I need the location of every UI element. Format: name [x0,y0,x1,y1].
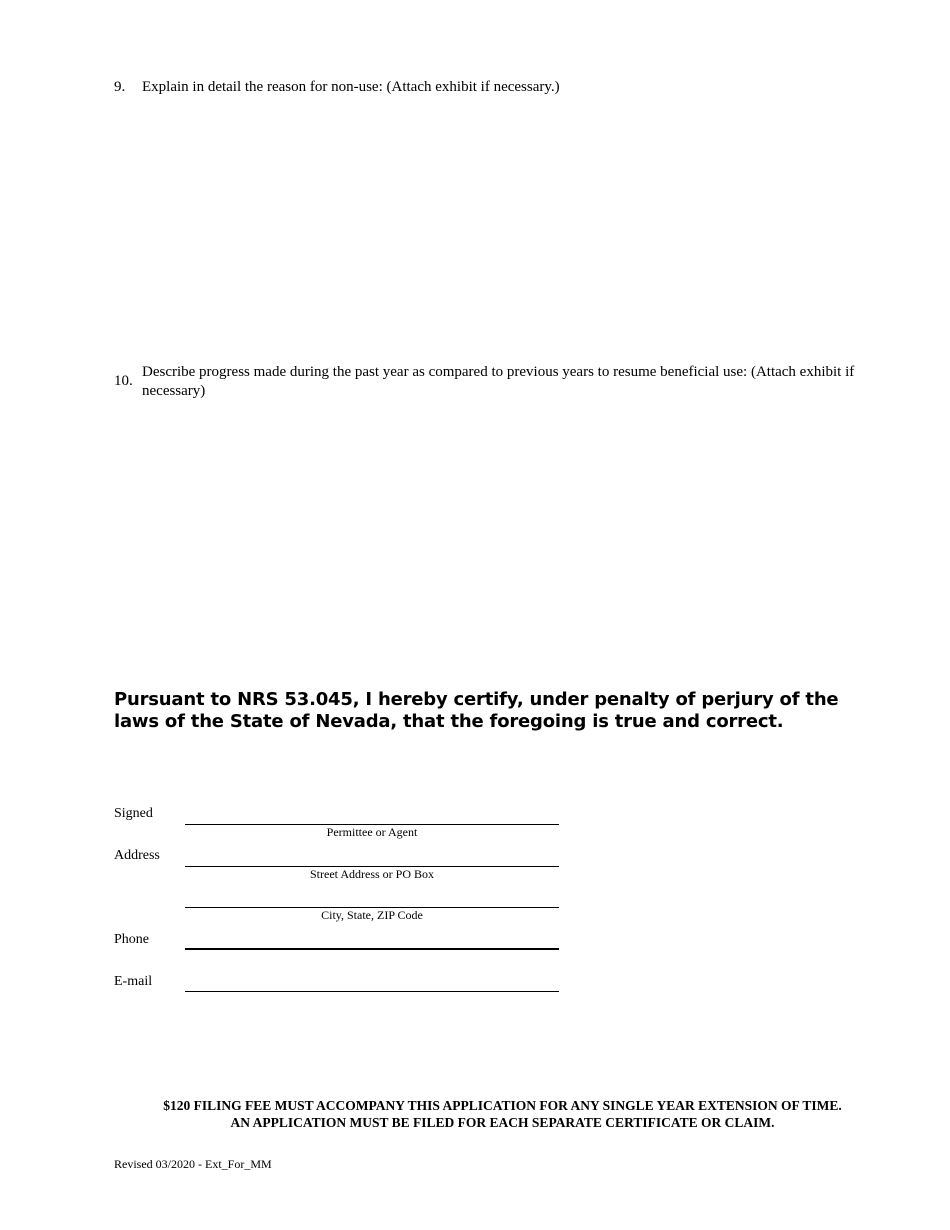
fee-notice-line-2: AN APPLICATION MUST BE FILED FOR EACH SEPARATE CERTIFICATE OR CLAIM. [230,1115,775,1130]
question-10-number: 10. [114,373,133,389]
email-line[interactable] [185,991,559,992]
signed-caption: Permittee or Agent [326,825,418,839]
city-state-zip-caption: City, State, ZIP Code [321,908,423,922]
phone-line[interactable] [185,948,559,950]
signed-label: Signed [114,806,153,821]
question-9-text: Explain in detail the reason for non-use: (Attach exhibit if necessary.) [142,79,560,95]
fee-notice [0,1097,950,1131]
address-label: Address [114,848,160,863]
question-10-text: Describe progress made during the past year as compared to previous years to resume beneficial use: (Attach exhibit if necessary) [142,364,855,399]
certification-statement: Pursuant to NRS 53.045, I hereby certify, under penalty of perjury of the laws of the State of Nevada, that the foregoing is true and correct. [114,689,839,732]
fee-notice-line-1: $120 FILING FEE MUST ACCOMPANY THIS APPLICATION FOR ANY SINGLE YEAR EXTENSION OF TIME. [163,1098,842,1113]
phone-label: Phone [114,932,149,947]
revision-footer: Revised 03/2020 - Ext_For_MM [114,1157,272,1171]
question-9-number: 9. [114,79,126,95]
street-address-caption: Street Address or PO Box [310,867,434,881]
email-label: E-mail [114,974,153,989]
